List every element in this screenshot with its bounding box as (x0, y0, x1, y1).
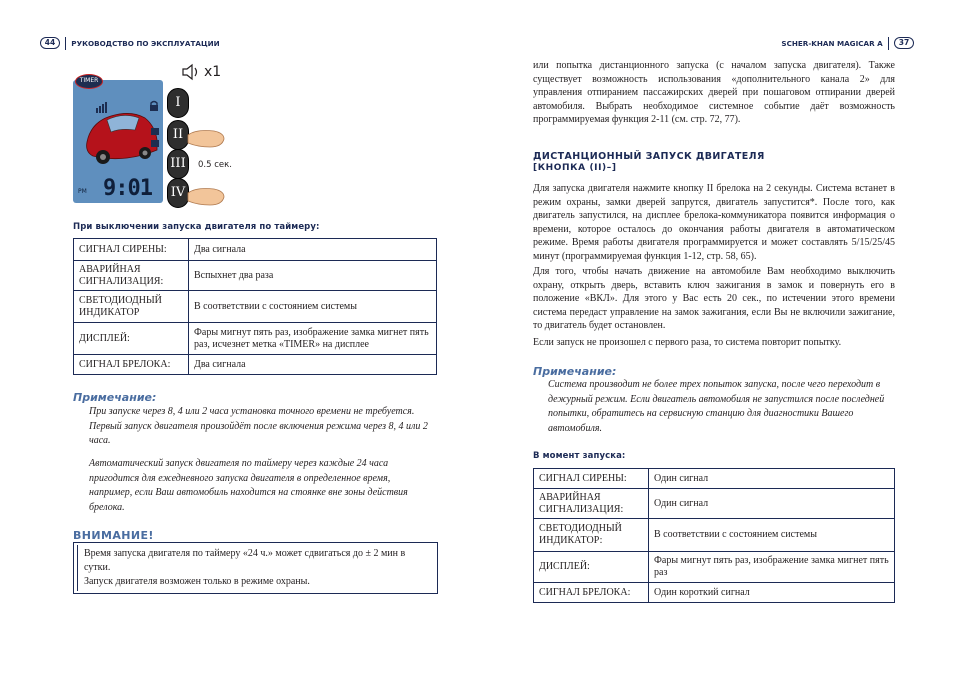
warning-title: ВНИМАНИЕ! (73, 529, 154, 542)
left-status-table-wrap (73, 238, 437, 375)
finger-press-icon (186, 183, 226, 209)
finger-press-icon (186, 125, 226, 151)
right-note-text: Система производит не более трех попыток запуска, после чего переходит в дежурный режим. Если двигатель автомобиля не запустился после последней попытки, обратитесь на сервисную станцию для диагностики Вашего автомобиля. (548, 379, 885, 434)
table-value: Один сигнал (649, 469, 895, 489)
table-value: Один короткий сигнал (649, 583, 895, 603)
table-key: СИГНАЛ БРЕЛОКА: (74, 355, 189, 375)
beep-count: x1 (204, 64, 222, 80)
right-table-heading: В момент запуска: (533, 451, 626, 461)
table-key: ДИСПЛЕЙ: (74, 323, 189, 355)
table-row (74, 323, 437, 355)
left-header-title: РУКОВОДСТВО ПО ЭКСПЛУАТАЦИИ (71, 38, 220, 48)
keyfob-lcd-display (73, 80, 163, 203)
antenna-icon (95, 100, 109, 114)
table-row (534, 552, 895, 583)
table-key: ДИСПЛЕЙ: (534, 552, 649, 583)
left-page-number: 44 (40, 37, 60, 49)
table-value: Два сигнала (189, 355, 437, 375)
speaker-icon (181, 62, 201, 82)
warning-text-2: Запуск двигателя возможен только в режиме охраны. (84, 576, 310, 587)
table-value: В соответствии с состоянием системы (189, 291, 437, 323)
keyfob-button-ii[interactable]: II (167, 120, 189, 150)
press-duration-label: 0.5 сек. (198, 160, 232, 170)
keyfob-button-i[interactable]: I (167, 88, 189, 118)
table-value: Два сигнала (189, 239, 437, 261)
keyfob-button-iv[interactable]: IV (167, 178, 189, 208)
table-value: Фары мигнут пять раз, изображение замка мигнет пять раз (649, 552, 895, 583)
keyfob-button-iii[interactable]: III (167, 149, 189, 179)
timer-badge: TIMER (75, 74, 103, 89)
left-note-title: Примечание: (73, 391, 157, 404)
section-title: ДИСТАНЦИОННЫЙ ЗАПУСК ДВИГАТЕЛЯ (533, 151, 765, 162)
right-page-header (781, 36, 914, 50)
body-paragraph-1: Для запуска двигателя нажмите кнопку II брелока на 2 секунды. Система встанет в режим охраны, замки дверей запрутся, двигатель запустится*. После того, как двигатель запустился, на дисплее брелока-коммуникатора появится информация о времени, которое осталось до окончания работы двигателя в автоматическом режиме. Время работы двигателя программируется и может составлять 5/15/25/45 минут (программируемая функция 1-12, стр. 58, 65). (533, 183, 895, 262)
right-page-number: 37 (894, 37, 914, 49)
right-header-title: SCHER-KHAN MAGICAR A (781, 38, 883, 48)
right-status-table-wrap (533, 468, 895, 603)
table-row (534, 583, 895, 603)
table-key: СИГНАЛ СИРЕНЫ: (74, 239, 189, 261)
table-key: АВАРИЙНАЯ СИГНАЛИЗАЦИЯ: (534, 489, 649, 519)
table-row (534, 489, 895, 519)
table-key: СВЕТОДИОДНЫЙ ИНДИКАТОР: (534, 519, 649, 552)
right-intro-paragraph: или попытка дистанционного запуска (с началом запуска двигателя). Также существует возможность использования «дополнительного канала 2» для управления отпиранием пассажирских дверей при пошаговом отпирании дверей автомобиля. Выбрать необходимое системное событие даёт возможность программируемая функция 2-11 (см. стр. 72, 77). (533, 60, 895, 126)
table-key: СВЕТОДИОДНЫЙ ИНДИКАТОР (74, 291, 189, 323)
right-status-table (533, 468, 895, 603)
trunk-icon (151, 140, 159, 147)
table-row (534, 519, 895, 552)
body-paragraph-3: Если запуск не произошел с первого раза, то система повторит попытку. (533, 337, 842, 348)
body-paragraph-2: Для того, чтобы начать движение на автомобиле Вам необходимо выключить охрану, открыть дверь, вставить ключ зажигания в замок и повернуть его в положение «ВКЛ». Для этого у Вас есть 20 сек., по истечении этого времени система передаст управление на замок зажигания, если Вы не включили зажигание, то двигатель будет остановлен. (533, 266, 895, 332)
left-note-paragraph-1: При запуске через 8, 4 или 2 часа установка точного времени не требуется. Первый запуск двигателя произойдёт после включения режима через 8, 4 или 2 часа. (89, 406, 428, 446)
table-key: СИГНАЛ БРЕЛОКА: (534, 583, 649, 603)
warning-box (73, 542, 438, 594)
table-value: Фары мигнут пять раз, изображение замка мигнет пять раз, исчезнет метка «TIMER» на дисплее (189, 323, 437, 355)
lcd-clock: 9:01 (103, 176, 152, 201)
left-table-heading: При выключении запуска двигателя по таймеру: (73, 222, 320, 232)
section-subtitle: [КНОПКА (II)–] (533, 163, 617, 173)
table-row (74, 239, 437, 261)
table-value: В соответствии с состоянием системы (649, 519, 895, 552)
left-page-header (40, 36, 220, 50)
table-value: Вспыхнет два раза (189, 261, 437, 291)
table-row (74, 261, 437, 291)
lock-icon (149, 100, 159, 112)
table-row (74, 291, 437, 323)
warning-text-1: Время запуска двигателя по таймеру «24 ч.» может сдвигаться до ± 2 мин в сутки. (84, 548, 406, 573)
table-key: СИГНАЛ СИРЕНЫ: (534, 469, 649, 489)
right-note-title: Примечание: (533, 365, 617, 378)
left-status-table (73, 238, 437, 375)
keyfob-illustration (73, 75, 163, 203)
car-status-icon (151, 128, 159, 135)
table-row (534, 469, 895, 489)
table-row (74, 355, 437, 375)
lcd-pm-label: PM (78, 188, 87, 195)
table-value: Один сигнал (649, 489, 895, 519)
left-note-paragraph-2: Автоматический запуск двигателя по таймеру через каждые 24 часа пригодится для ежедневного запуска двигателя в определенное время, например, если Ваш автомобиль находится на стоянке вне зоны действия брелока. (89, 458, 408, 513)
table-key: АВАРИЙНАЯ СИГНАЛИЗАЦИЯ: (74, 261, 189, 291)
